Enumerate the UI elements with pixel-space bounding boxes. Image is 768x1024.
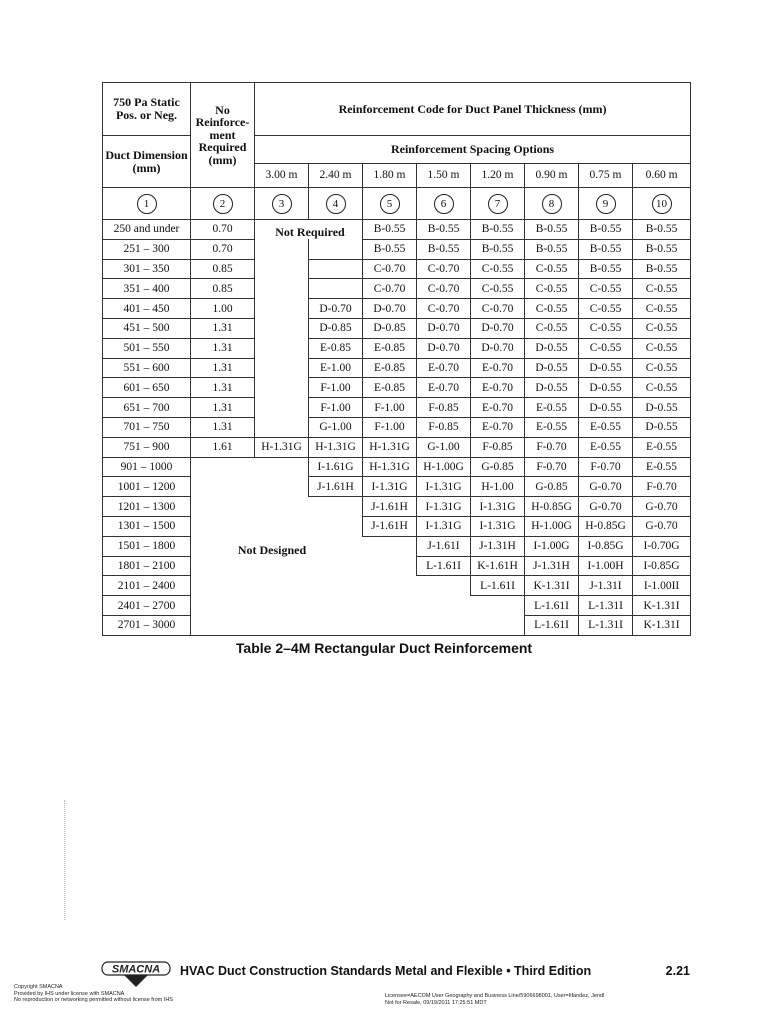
reinforcement-code [309, 556, 363, 576]
reinforcement-code: L-1.61I [417, 556, 471, 576]
table-row [103, 457, 691, 477]
reinforcement-code: H-1.00 [471, 477, 525, 497]
reinforcement-code [309, 239, 363, 259]
no-reinforcement-value [191, 596, 255, 616]
reinforcement-code: E-0.55 [633, 457, 691, 477]
reinforcement-code: B-0.55 [417, 239, 471, 259]
reinforcement-code: H-1.31G [255, 437, 309, 457]
reinforcement-code: D-0.55 [525, 378, 579, 398]
reinforcement-code [309, 259, 363, 279]
no-reinforcement-value: 0.70 [191, 239, 255, 259]
reinforcement-code: D-0.70 [417, 318, 471, 338]
reinforcement-code: I-0.85G [579, 536, 633, 556]
table-row [103, 299, 691, 319]
reinforcement-code: G-1.00 [417, 437, 471, 457]
column-number [417, 188, 471, 220]
reinforcement-code: B-0.55 [363, 220, 417, 240]
reinforcement-code [255, 358, 309, 378]
reinforcement-code: J-1.61I [417, 536, 471, 556]
page-number: 2.21 [665, 964, 690, 978]
table-row [103, 239, 691, 259]
no-reinforcement-header: No Reinforce- ment Required (mm) [191, 83, 255, 188]
reinforcement-code: F-1.00 [363, 417, 417, 437]
reinforcement-code: C-0.55 [525, 299, 579, 319]
duct-dimension: 1301 – 1500 [103, 516, 191, 536]
reinforcement-code: E-0.85 [363, 358, 417, 378]
no-reinforcement-value: 1.31 [191, 398, 255, 418]
reinforcement-code-header: Reinforcement Code for Duct Panel Thickness (mm) [255, 83, 691, 136]
reinforcement-code [255, 318, 309, 338]
reinforcement-code [255, 279, 309, 299]
reinforcement-code: E-0.55 [579, 417, 633, 437]
reinforcement-code [363, 596, 417, 616]
reinforcement-code [363, 536, 417, 556]
reinforcement-code: I-1.00H [579, 556, 633, 576]
reinforcement-code: B-0.55 [525, 239, 579, 259]
duct-dimension: 401 – 450 [103, 299, 191, 319]
column-number [255, 188, 309, 220]
reinforcement-code: F-0.70 [525, 437, 579, 457]
reinforcement-code: G-0.70 [633, 516, 691, 536]
reinforcement-code: G-0.70 [633, 497, 691, 517]
reinforcement-code [255, 417, 309, 437]
reinforcement-code: C-0.55 [579, 299, 633, 319]
reinforcement-code [255, 457, 309, 477]
reinforcement-code [255, 378, 309, 398]
reinforcement-code: C-0.55 [471, 259, 525, 279]
reinforcement-code: F-0.70 [633, 477, 691, 497]
reinforcement-code: B-0.55 [363, 239, 417, 259]
no-reinforcement-value [191, 556, 255, 576]
circled-number: 7 [488, 194, 508, 214]
reinforcement-code [255, 497, 309, 517]
circled-number: 10 [652, 194, 672, 214]
copyright-line: No reproduction or networking permitted without license from IHS [14, 997, 173, 1003]
svg-text:SMACNA: SMACNA [111, 963, 161, 976]
reinforcement-code: F-0.85 [471, 437, 525, 457]
spacing-options-header: Reinforcement Spacing Options [255, 136, 691, 164]
duct-dimension-header: Duct Dimension (mm) [103, 136, 191, 188]
duct-dimension: 301 – 350 [103, 259, 191, 279]
duct-dimension: 251 – 300 [103, 239, 191, 259]
reinforcement-code: C-0.70 [417, 259, 471, 279]
reinforcement-code: G-0.85 [471, 457, 525, 477]
table-row [103, 437, 691, 457]
circled-number: 2 [213, 194, 233, 214]
table-row [103, 497, 691, 517]
reinforcement-code [309, 596, 363, 616]
reinforcement-code: F-0.85 [417, 398, 471, 418]
no-reinforcement-value: 0.85 [191, 279, 255, 299]
reinforcement-code: C-0.55 [633, 318, 691, 338]
reinforcement-code: C-0.55 [633, 299, 691, 319]
reinforcement-code: C-0.55 [633, 358, 691, 378]
table-row [103, 477, 691, 497]
reinforcement-code [255, 338, 309, 358]
reinforcement-code [471, 596, 525, 616]
reinforcement-code: I-1.31G [471, 516, 525, 536]
reinforcement-code: E-0.70 [471, 398, 525, 418]
duct-dimension: 551 – 600 [103, 358, 191, 378]
duct-dimension: 601 – 650 [103, 378, 191, 398]
reinforcement-code [417, 576, 471, 596]
table-row [103, 417, 691, 437]
table-row [103, 556, 691, 576]
no-reinforcement-value: 1.31 [191, 318, 255, 338]
reinforcement-code: H-1.00G [417, 457, 471, 477]
spacing-header: 1.80 m [363, 164, 417, 188]
reinforcement-code [309, 497, 363, 517]
duct-dimension: 250 and under [103, 220, 191, 240]
reinforcement-code: E-0.55 [579, 437, 633, 457]
reinforcement-code [255, 239, 309, 259]
reinforcement-code: G-0.70 [579, 477, 633, 497]
duct-dimension: 1801 – 2100 [103, 556, 191, 576]
reinforcement-code: D-0.55 [525, 338, 579, 358]
reinforcement-code: C-0.70 [417, 299, 471, 319]
copyright-notice [14, 984, 173, 1004]
reinforcement-code: D-0.55 [525, 358, 579, 378]
reinforcement-code [255, 615, 309, 635]
reinforcement-code: I-1.00G [525, 536, 579, 556]
reinforcement-code: I-1.31G [363, 477, 417, 497]
reinforcement-code [255, 596, 309, 616]
reinforcement-code: C-0.55 [579, 318, 633, 338]
no-reinforcement-value: 1.31 [191, 378, 255, 398]
reinforcement-code: C-0.55 [525, 279, 579, 299]
table-row [103, 576, 691, 596]
no-reinforcement-value [191, 477, 255, 497]
reinforcement-code: G-1.00 [309, 417, 363, 437]
column-number [579, 188, 633, 220]
spacing-header: 1.50 m [417, 164, 471, 188]
reinforcement-code: K-1.31I [633, 596, 691, 616]
reinforcement-code: B-0.55 [579, 259, 633, 279]
reinforcement-code: C-0.55 [633, 378, 691, 398]
reinforcement-code: I-1.00II [633, 576, 691, 596]
reinforcement-code: H-0.85G [579, 516, 633, 536]
no-reinforcement-value [191, 615, 255, 635]
duct-dimension: 2401 – 2700 [103, 596, 191, 616]
no-reinforcement-value [191, 457, 255, 477]
reinforcement-code: D-0.85 [363, 318, 417, 338]
column-number [471, 188, 525, 220]
table-row [103, 516, 691, 536]
no-reinforcement-value: 0.85 [191, 259, 255, 279]
reinforcement-code: D-0.55 [633, 398, 691, 418]
not-required-note: Not Required [275, 225, 345, 239]
reinforcement-code: C-0.70 [471, 299, 525, 319]
reinforcement-code: I-1.31G [417, 516, 471, 536]
reinforcement-code [309, 279, 363, 299]
reinforcement-code: L-1.61I [471, 576, 525, 596]
duct-dimension: 451 – 500 [103, 318, 191, 338]
reinforcement-code: H-1.31G [363, 437, 417, 457]
footer-title: HVAC Duct Construction Standards Metal and Flexible • Third Edition [180, 964, 592, 978]
reinforcement-code: C-0.70 [363, 259, 417, 279]
spacing-header: 2.40 m [309, 164, 363, 188]
table-row [103, 398, 691, 418]
reinforcement-code: I-1.31G [471, 497, 525, 517]
reinforcement-code: D-0.55 [633, 417, 691, 437]
duct-dimension: 501 – 550 [103, 338, 191, 358]
reinforcement-code [255, 516, 309, 536]
reinforcement-code: C-0.55 [525, 259, 579, 279]
duct-dimension: 2701 – 3000 [103, 615, 191, 635]
reinforcement-code: E-0.85 [363, 338, 417, 358]
table-row [103, 338, 691, 358]
reinforcement-code: I-1.31G [417, 477, 471, 497]
reinforcement-code: E-0.55 [525, 398, 579, 418]
reinforcement-code: B-0.55 [633, 220, 691, 240]
reinforcement-code [363, 556, 417, 576]
reinforcement-code: C-0.70 [417, 279, 471, 299]
reinforcement-code [363, 576, 417, 596]
reinforcement-code [363, 615, 417, 635]
duct-dimension: 1001 – 1200 [103, 477, 191, 497]
reinforcement-code: E-0.85 [309, 338, 363, 358]
duct-dimension: 351 – 400 [103, 279, 191, 299]
reinforcement-code: C-0.55 [633, 338, 691, 358]
reinforcement-code: I-0.85G [633, 556, 691, 576]
circled-number: 1 [137, 194, 157, 214]
reinforcement-code: H-1.00G [525, 516, 579, 536]
reinforcement-code [309, 576, 363, 596]
spacing-header: 1.20 m [471, 164, 525, 188]
license-notice [385, 993, 604, 1006]
reinforcement-code: B-0.55 [471, 220, 525, 240]
reinforcement-code: E-0.70 [417, 378, 471, 398]
reinforcement-code: B-0.55 [417, 220, 471, 240]
no-reinforcement-value [191, 516, 255, 536]
reinforcement-code [255, 576, 309, 596]
reinforcement-code: I-0.70G [633, 536, 691, 556]
reinforcement-code: J-1.31H [525, 556, 579, 576]
reinforcement-code: D-0.70 [309, 299, 363, 319]
license-line: Not for Resale, 09/19/2011 17:25:51 MDT [385, 999, 487, 1006]
reinforcement-code: E-0.70 [471, 358, 525, 378]
table-row [103, 279, 691, 299]
reinforcement-code: C-0.55 [633, 279, 691, 299]
column-number [633, 188, 691, 220]
circled-number: 9 [596, 194, 616, 214]
circled-number: 5 [380, 194, 400, 214]
reinforcement-code: F-1.00 [363, 398, 417, 418]
copyright-line: Provided by IHS under license with SMACNA [14, 990, 125, 997]
reinforcement-code: B-0.55 [633, 239, 691, 259]
pressure-header: 750 Pa Static Pos. or Neg. [103, 83, 191, 136]
no-reinforcement-value: 1.00 [191, 299, 255, 319]
table-caption: Table 2–4M Rectangular Duct Reinforcement [235, 640, 533, 656]
reinforcement-code: D-0.70 [471, 338, 525, 358]
reinforcement-code: F-1.00 [309, 378, 363, 398]
column-number [309, 188, 363, 220]
reinforcement-code [417, 596, 471, 616]
duct-dimension: 1501 – 1800 [103, 536, 191, 556]
no-reinforcement-value: 0.70 [191, 220, 255, 240]
table-row [103, 596, 691, 616]
spacing-header: 0.90 m [525, 164, 579, 188]
reinforcement-code: E-0.70 [417, 358, 471, 378]
reinforcement-code: C-0.55 [471, 279, 525, 299]
reinforcement-code: C-0.55 [525, 318, 579, 338]
reinforcement-code: F-1.00 [309, 398, 363, 418]
reinforcement-code [471, 615, 525, 635]
reinforcement-code [255, 398, 309, 418]
reinforcement-code [255, 259, 309, 279]
circled-number: 6 [434, 194, 454, 214]
reinforcement-code: I-1.61G [309, 457, 363, 477]
reinforcement-code: D-0.55 [579, 398, 633, 418]
reinforcement-code: E-1.00 [309, 358, 363, 378]
circled-number: 3 [272, 194, 292, 214]
table-row [103, 378, 691, 398]
reinforcement-code: F-0.85 [417, 417, 471, 437]
table-row [103, 318, 691, 338]
reinforcement-code: H-1.31G [309, 437, 363, 457]
reinforcement-code: F-0.70 [579, 457, 633, 477]
reinforcement-code: D-0.55 [579, 358, 633, 378]
no-reinforcement-value: 1.31 [191, 358, 255, 378]
not-designed-note: Not Designed [237, 543, 307, 557]
reinforcement-code: E-0.55 [525, 417, 579, 437]
reinforcement-code [255, 556, 309, 576]
reinforcement-code: B-0.55 [471, 239, 525, 259]
copyright-line: Copyright SMACNA [14, 984, 63, 990]
reinforcement-code: J-1.31H [471, 536, 525, 556]
column-number [191, 188, 255, 220]
reinforcement-code [309, 615, 363, 635]
no-reinforcement-value: 1.31 [191, 338, 255, 358]
reinforcement-code: K-1.31I [633, 615, 691, 635]
reinforcement-code: I-1.31G [417, 497, 471, 517]
reinforcement-code: J-1.61H [363, 516, 417, 536]
reinforcement-code: F-0.70 [525, 457, 579, 477]
reinforcement-code [417, 615, 471, 635]
no-reinforcement-value: 1.61 [191, 437, 255, 457]
no-reinforcement-value: 1.31 [191, 417, 255, 437]
circled-number: 8 [542, 194, 562, 214]
duct-dimension: 1201 – 1300 [103, 497, 191, 517]
column-number [363, 188, 417, 220]
reinforcement-code: L-1.31I [579, 596, 633, 616]
reinforcement-code: D-0.70 [417, 338, 471, 358]
reinforcement-code: E-0.70 [471, 417, 525, 437]
table-row [103, 220, 691, 240]
duct-dimension: 901 – 1000 [103, 457, 191, 477]
reinforcement-code: G-0.70 [579, 497, 633, 517]
spacing-header: 0.60 m [633, 164, 691, 188]
table-row [103, 259, 691, 279]
license-line: Licensee=AECOM User Geography and Business Line/5906698001, User=Iifandez, Jendl [385, 993, 605, 999]
duct-dimension: 651 – 700 [103, 398, 191, 418]
spacing-header: 3.00 m [255, 164, 309, 188]
circled-number: 4 [326, 194, 346, 214]
reinforcement-code: E-0.85 [363, 378, 417, 398]
reinforcement-code [309, 516, 363, 536]
reinforcement-code: G-0.85 [525, 477, 579, 497]
reinforcement-code: J-1.31I [579, 576, 633, 596]
reinforcement-code: K-1.31I [525, 576, 579, 596]
spacing-header: 0.75 m [579, 164, 633, 188]
table-row [103, 358, 691, 378]
reinforcement-code [255, 299, 309, 319]
reinforcement-code: D-0.85 [309, 318, 363, 338]
reinforcement-code: D-0.70 [471, 318, 525, 338]
reinforcement-code: L-1.61I [525, 596, 579, 616]
reinforcement-code: J-1.61H [309, 477, 363, 497]
column-number [103, 188, 191, 220]
reinforcement-code: H-0.85G [525, 497, 579, 517]
reinforcement-code: H-1.31G [363, 457, 417, 477]
reinforcement-code: E-0.55 [633, 437, 691, 457]
reinforcement-code: B-0.55 [579, 220, 633, 240]
reinforcement-code: B-0.55 [633, 259, 691, 279]
margin-dots [64, 800, 68, 920]
reinforcement-code [255, 477, 309, 497]
reinforcement-code: L-1.31I [579, 615, 633, 635]
duct-dimension: 701 – 750 [103, 417, 191, 437]
reinforcement-code: B-0.55 [579, 239, 633, 259]
no-reinforcement-value [191, 576, 255, 596]
reinforcement-code: C-0.55 [579, 279, 633, 299]
reinforcement-code: J-1.61H [363, 497, 417, 517]
reinforcement-code: D-0.70 [363, 299, 417, 319]
column-number [525, 188, 579, 220]
reinforcement-code: L-1.61I [525, 615, 579, 635]
reinforcement-code: K-1.61H [471, 556, 525, 576]
reinforcement-code: D-0.55 [579, 378, 633, 398]
duct-dimension: 751 – 900 [103, 437, 191, 457]
reinforcement-code: B-0.55 [525, 220, 579, 240]
table-row [103, 615, 691, 635]
no-reinforcement-value [191, 497, 255, 517]
reinforcement-code: C-0.70 [363, 279, 417, 299]
reinforcement-code: C-0.55 [579, 338, 633, 358]
duct-dimension: 2101 – 2400 [103, 576, 191, 596]
reinforcement-code: E-0.70 [471, 378, 525, 398]
